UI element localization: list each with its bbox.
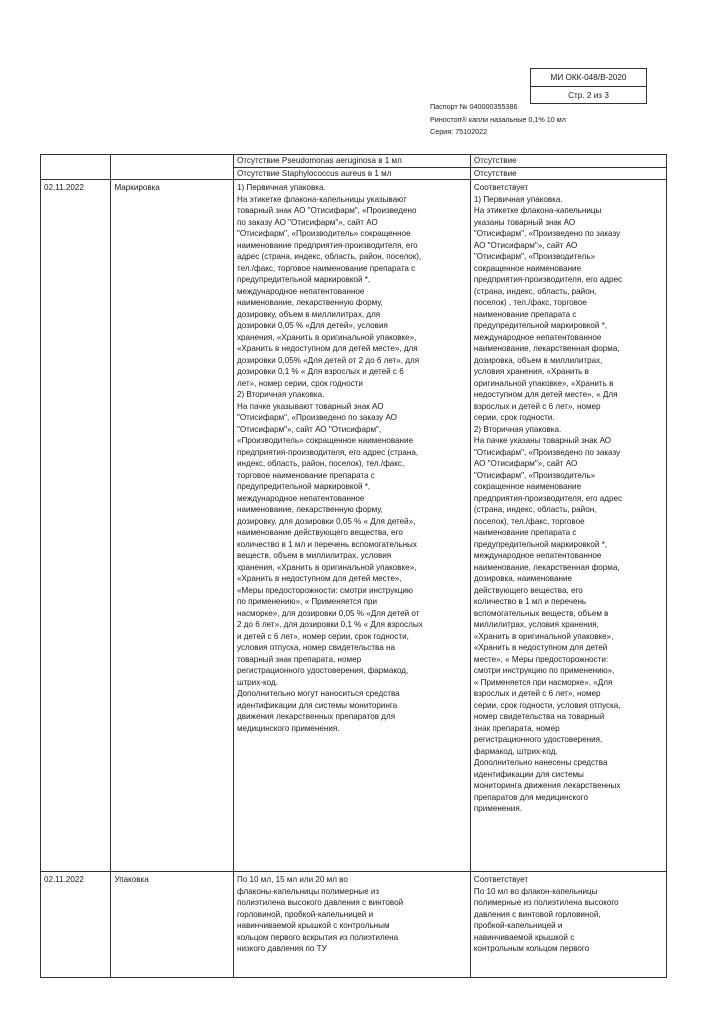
requirement-line: навинчиваемой крышкой с контрольным xyxy=(236,921,390,930)
result-line: серии, срок годности. xyxy=(473,413,555,422)
requirement-line: условия отпуска, номер свидетельства на xyxy=(236,643,395,652)
result-line: действующего вещества, его xyxy=(473,585,583,595)
result-line: Дополнительно нанесены средства xyxy=(473,758,608,767)
date-cell: 02.11.2022 xyxy=(41,872,111,978)
requirement-line: Отсутствие Pseudomonas aeruginosa в 1 мл xyxy=(236,156,402,165)
requirement-line: "Отисифарм", «Произведено по заказу АО xyxy=(236,413,397,422)
result-line: указаны товарный знак АО xyxy=(473,217,576,227)
requirement-line: и детей с 6 лет», номер серии, срок годности, xyxy=(236,631,409,641)
result-line: дозировка, объем в миллилитрах, xyxy=(473,355,603,365)
result-line: Соответствует xyxy=(473,875,529,884)
result-line: регистрационного удостоверения, xyxy=(473,735,603,744)
result-line: оригинальной упаковке», «Хранить в xyxy=(473,378,614,388)
result-line: 2) Вторичная упаковка. xyxy=(473,424,562,434)
requirement-line: товарный знак АО "Отисифарм", «Произведено xyxy=(236,206,417,215)
result-line: "Отисифарм", «Производитель» xyxy=(473,252,596,261)
date-cell: 02.11.2022 xyxy=(41,180,111,872)
requirement-line: наименование, лекарственную форму, xyxy=(236,298,383,307)
series-number: Серия: 75102022 xyxy=(430,127,488,136)
result-line: На пачке указаны товарный знак АО xyxy=(473,436,612,445)
result-line: «Хранить в оригинальной упаковке», xyxy=(473,631,614,641)
requirement-line: лет», номер серии, срок годности xyxy=(236,378,363,388)
result-line: "Отисифарм", «Произведено по заказу xyxy=(473,447,621,457)
requirement-line: по применению», « Применяется при xyxy=(236,597,378,606)
result-line: серии, срок годности, условия отпуска, xyxy=(473,700,621,710)
passport-number: Паспорт № 040000355386 xyxy=(430,102,518,111)
result-line: взрослых и детей с 6 лет», номер xyxy=(473,401,601,411)
section-cell xyxy=(111,155,234,180)
result-line: пробкой-капельницей и xyxy=(473,921,563,930)
result-line: знак препарата, номер xyxy=(473,723,560,733)
result-line: дозировка, наименование xyxy=(473,574,573,583)
requirement-line: хранения, «Хранить в оригинальной упаковке», xyxy=(236,562,417,572)
result-line: "Отисифарм", «Произведено по заказу xyxy=(473,229,621,238)
requirement-line: международное непатентованное xyxy=(236,493,365,503)
requirement-line: регистрационного удостоверения, фармакод, xyxy=(236,666,409,675)
requirement-line: адрес (страна, индекс, область, район, поселок), xyxy=(236,252,422,261)
result-line: По 10 мл во флакон-капельницы xyxy=(473,886,598,896)
result-line: международное непатентованное xyxy=(473,332,602,342)
requirement-line: наименование предприятия-производителя, его xyxy=(236,240,418,250)
requirement-line: медицинского применения. xyxy=(236,723,340,733)
quality-control-table xyxy=(40,154,667,978)
requirement-line: дозировки 0,05% «Для детей от 2 до 6 лет», для xyxy=(236,355,420,365)
section-cell: Маркировка xyxy=(111,180,234,872)
requirement-line: торговое наименование препарата с xyxy=(236,470,375,480)
result-line: количество в 1 мл и перечень xyxy=(473,597,587,606)
passport-block xyxy=(430,101,566,139)
result-line: «Хранить в недоступном для детей xyxy=(473,643,608,652)
page-info: Стр. 2 из 3 xyxy=(568,91,609,100)
result-line: сокращенное наименование xyxy=(473,263,582,273)
requirement-line: «Хранить в недоступном для детей месте», для xyxy=(236,344,418,353)
document-code-box xyxy=(530,68,647,104)
section-cell: Упаковка xyxy=(111,872,234,978)
result-line: условия хранения, «Хранить в xyxy=(473,367,589,376)
requirement-line: низкого давления по ТУ xyxy=(236,944,327,953)
requirement-line: предприятия-производителя, его адрес (страна, xyxy=(236,447,419,457)
requirement-line: По 10 мл, 15 мл или 20 мл во xyxy=(236,875,348,884)
requirement-line: дозировки 0,05 % «Для детей», условия xyxy=(236,321,388,330)
result-line: международное непатентованное xyxy=(473,551,602,560)
requirement-line: На пачке указывают товарный знак АО xyxy=(236,401,384,411)
result-line: фармакод, штрих-код. xyxy=(473,746,558,756)
result-line: взрослых и детей с 6 лет», номер xyxy=(473,689,601,698)
requirement-line: количество в 1 мл и перечень вспомогательных xyxy=(236,539,417,549)
requirement-line: веществ, объем в миллилитрах, условия xyxy=(236,551,392,560)
result-line: номер свидетельства на товарный xyxy=(473,712,605,721)
requirement-line: На этикетке флакона-капельницы указывают xyxy=(236,194,407,204)
requirement-line: наименование действующего вещества, его xyxy=(236,528,403,537)
requirement-line: международное непатентованное xyxy=(236,286,365,296)
table-row xyxy=(41,872,667,978)
requirement-line: горловиной, пробкой-капельницей и xyxy=(236,909,374,919)
result-line: 1) Первичная упаковка. xyxy=(473,194,563,204)
requirement-line: хранения, «Хранить в оригинальной упаковке», xyxy=(236,332,417,342)
result-line: Отсутствие xyxy=(473,168,517,178)
requirement-line: предупредительной маркировкой *, xyxy=(236,275,371,284)
requirement-line: предупредительной маркировкой *, xyxy=(236,482,371,491)
result-line: предупредительной маркировкой *, xyxy=(473,321,608,330)
requirement-line: "Отисифарм", «Производитель» сокращенное xyxy=(236,229,411,238)
requirement-line: штрих-код. xyxy=(236,677,278,687)
product-name: Риностоп® капли назальные 0,1% 10 мл xyxy=(430,114,566,124)
requirement-line: 1) Первичная упаковка. xyxy=(236,183,326,192)
requirement-line: движения лекарственных препаратов для xyxy=(236,712,396,721)
requirement-line: тел./факс, торговое наименование препарата с xyxy=(236,263,416,273)
result-line: сокращенное наименование xyxy=(473,482,582,491)
result-line: наименование, лекарственная форма, xyxy=(473,562,620,572)
result-line: (страна, индекс, область, район, xyxy=(473,505,597,514)
result-line: препаратов для медицинского xyxy=(473,792,588,802)
result-line: АО "Отисифарм"», сайт АО xyxy=(473,459,578,468)
result-line: идентификации для системы xyxy=(473,769,584,779)
result-line: полимерные из полиэтилена высокого xyxy=(473,898,619,907)
requirement-line: дозировку, для дозировки 0,05 % « Для детей», xyxy=(236,516,416,526)
requirement-line: Отсутствие Staphylococcus aureus в 1 мл xyxy=(236,168,392,178)
result-cell xyxy=(470,872,666,978)
result-line: предупредительной маркировкой *, xyxy=(473,539,608,549)
result-line: применения. xyxy=(473,804,522,813)
requirement-cell xyxy=(233,872,470,978)
result-line: контрольным кольцом первого xyxy=(473,944,590,953)
result-line: (страна, индекс, область, район, xyxy=(473,286,597,296)
result-line: предприятия-производителя, его адрес xyxy=(473,493,623,503)
result-line: наименование препарата с xyxy=(473,309,577,319)
requirement-line: полиэтилена высокого давления с винтовой xyxy=(236,898,404,907)
requirement-line: Дополнительно могут наноситься средства xyxy=(236,689,400,698)
requirement-line: по заказу АО "Отисифарм"», сайт АО xyxy=(236,217,378,227)
date-cell xyxy=(41,155,111,180)
requirement-cell xyxy=(233,180,470,872)
requirement-line: 2 до 6 лет», для дозировки 0,1 % « Для взрослых xyxy=(236,620,423,629)
requirement-line: дозировку, объем в миллилитрах, для xyxy=(236,309,381,319)
result-line: Соответствует xyxy=(473,183,529,192)
result-line: поселок), тел./факс, торговое xyxy=(473,516,585,526)
result-line: « Применяется при насморке», «Для xyxy=(473,677,613,687)
result-line: миллилитрах, условия хранения, xyxy=(473,620,599,629)
result-line: наименование препарата с xyxy=(473,528,577,537)
document-code: МИ ОКК-048/В-2020 xyxy=(531,69,646,87)
result-line: предприятия-производителя, его адрес xyxy=(473,275,623,284)
result-line: месте», « Меры предосторожности: xyxy=(473,654,609,664)
table-row xyxy=(41,155,667,180)
requirement-line: "Отисифарм"», сайт АО "Отисифарм", xyxy=(236,424,382,434)
result-line: На этикетке флакона-капельницы xyxy=(473,206,602,215)
requirement-line: насморке», для дозировки 0,05 % «Для детей от xyxy=(236,608,420,618)
requirement-line: наименование, лекарственную форму, xyxy=(236,505,383,514)
requirement-line: флаконы-капельницы полимерные из xyxy=(236,886,380,896)
requirement-line: «Хранить в недоступном для детей месте», xyxy=(236,574,402,583)
requirement-line: «Меры предосторожности: смотри инструкцию xyxy=(236,585,413,595)
requirement-line: дозировки 0,1 % « Для взрослых и детей с 6 xyxy=(236,367,404,376)
result-line: наименование, лекарственная форма, xyxy=(473,344,620,353)
result-line: "Отисифарм", «Производитель» xyxy=(473,470,596,480)
result-cell xyxy=(470,155,666,180)
requirement-line: кольцом первого вскрытия из полиэтилена xyxy=(236,932,399,942)
result-cell xyxy=(470,180,666,872)
requirement-cell xyxy=(233,155,470,180)
result-line: Отсутствие xyxy=(473,156,517,165)
result-line: смотри инструкцию по применению», xyxy=(473,666,615,675)
table-row xyxy=(41,180,667,872)
requirement-line: индекс, область, район, поселок), тел./факс, xyxy=(236,459,405,468)
requirement-line: товарный знак препарата, номер xyxy=(236,654,362,664)
result-line: вспомогательных веществ, объем в xyxy=(473,608,609,618)
requirement-line: идентификации для системы мониторинга xyxy=(236,700,398,710)
requirement-line: 2) Вторичная упаковка. xyxy=(236,390,325,399)
result-line: навинчиваемой крышкой с xyxy=(473,932,575,942)
result-line: поселок) , тел./факс, торговое xyxy=(473,298,587,307)
result-line: недоступном для детей месте», « Для xyxy=(473,390,618,399)
result-line: давления с винтовой горловиной, xyxy=(473,909,601,919)
result-line: АО "Отисифарм"», сайт АО xyxy=(473,240,578,250)
requirement-line: «Производитель» сокращенное наименование xyxy=(236,436,414,445)
result-line: мониторинга движения лекарственных xyxy=(473,781,621,790)
